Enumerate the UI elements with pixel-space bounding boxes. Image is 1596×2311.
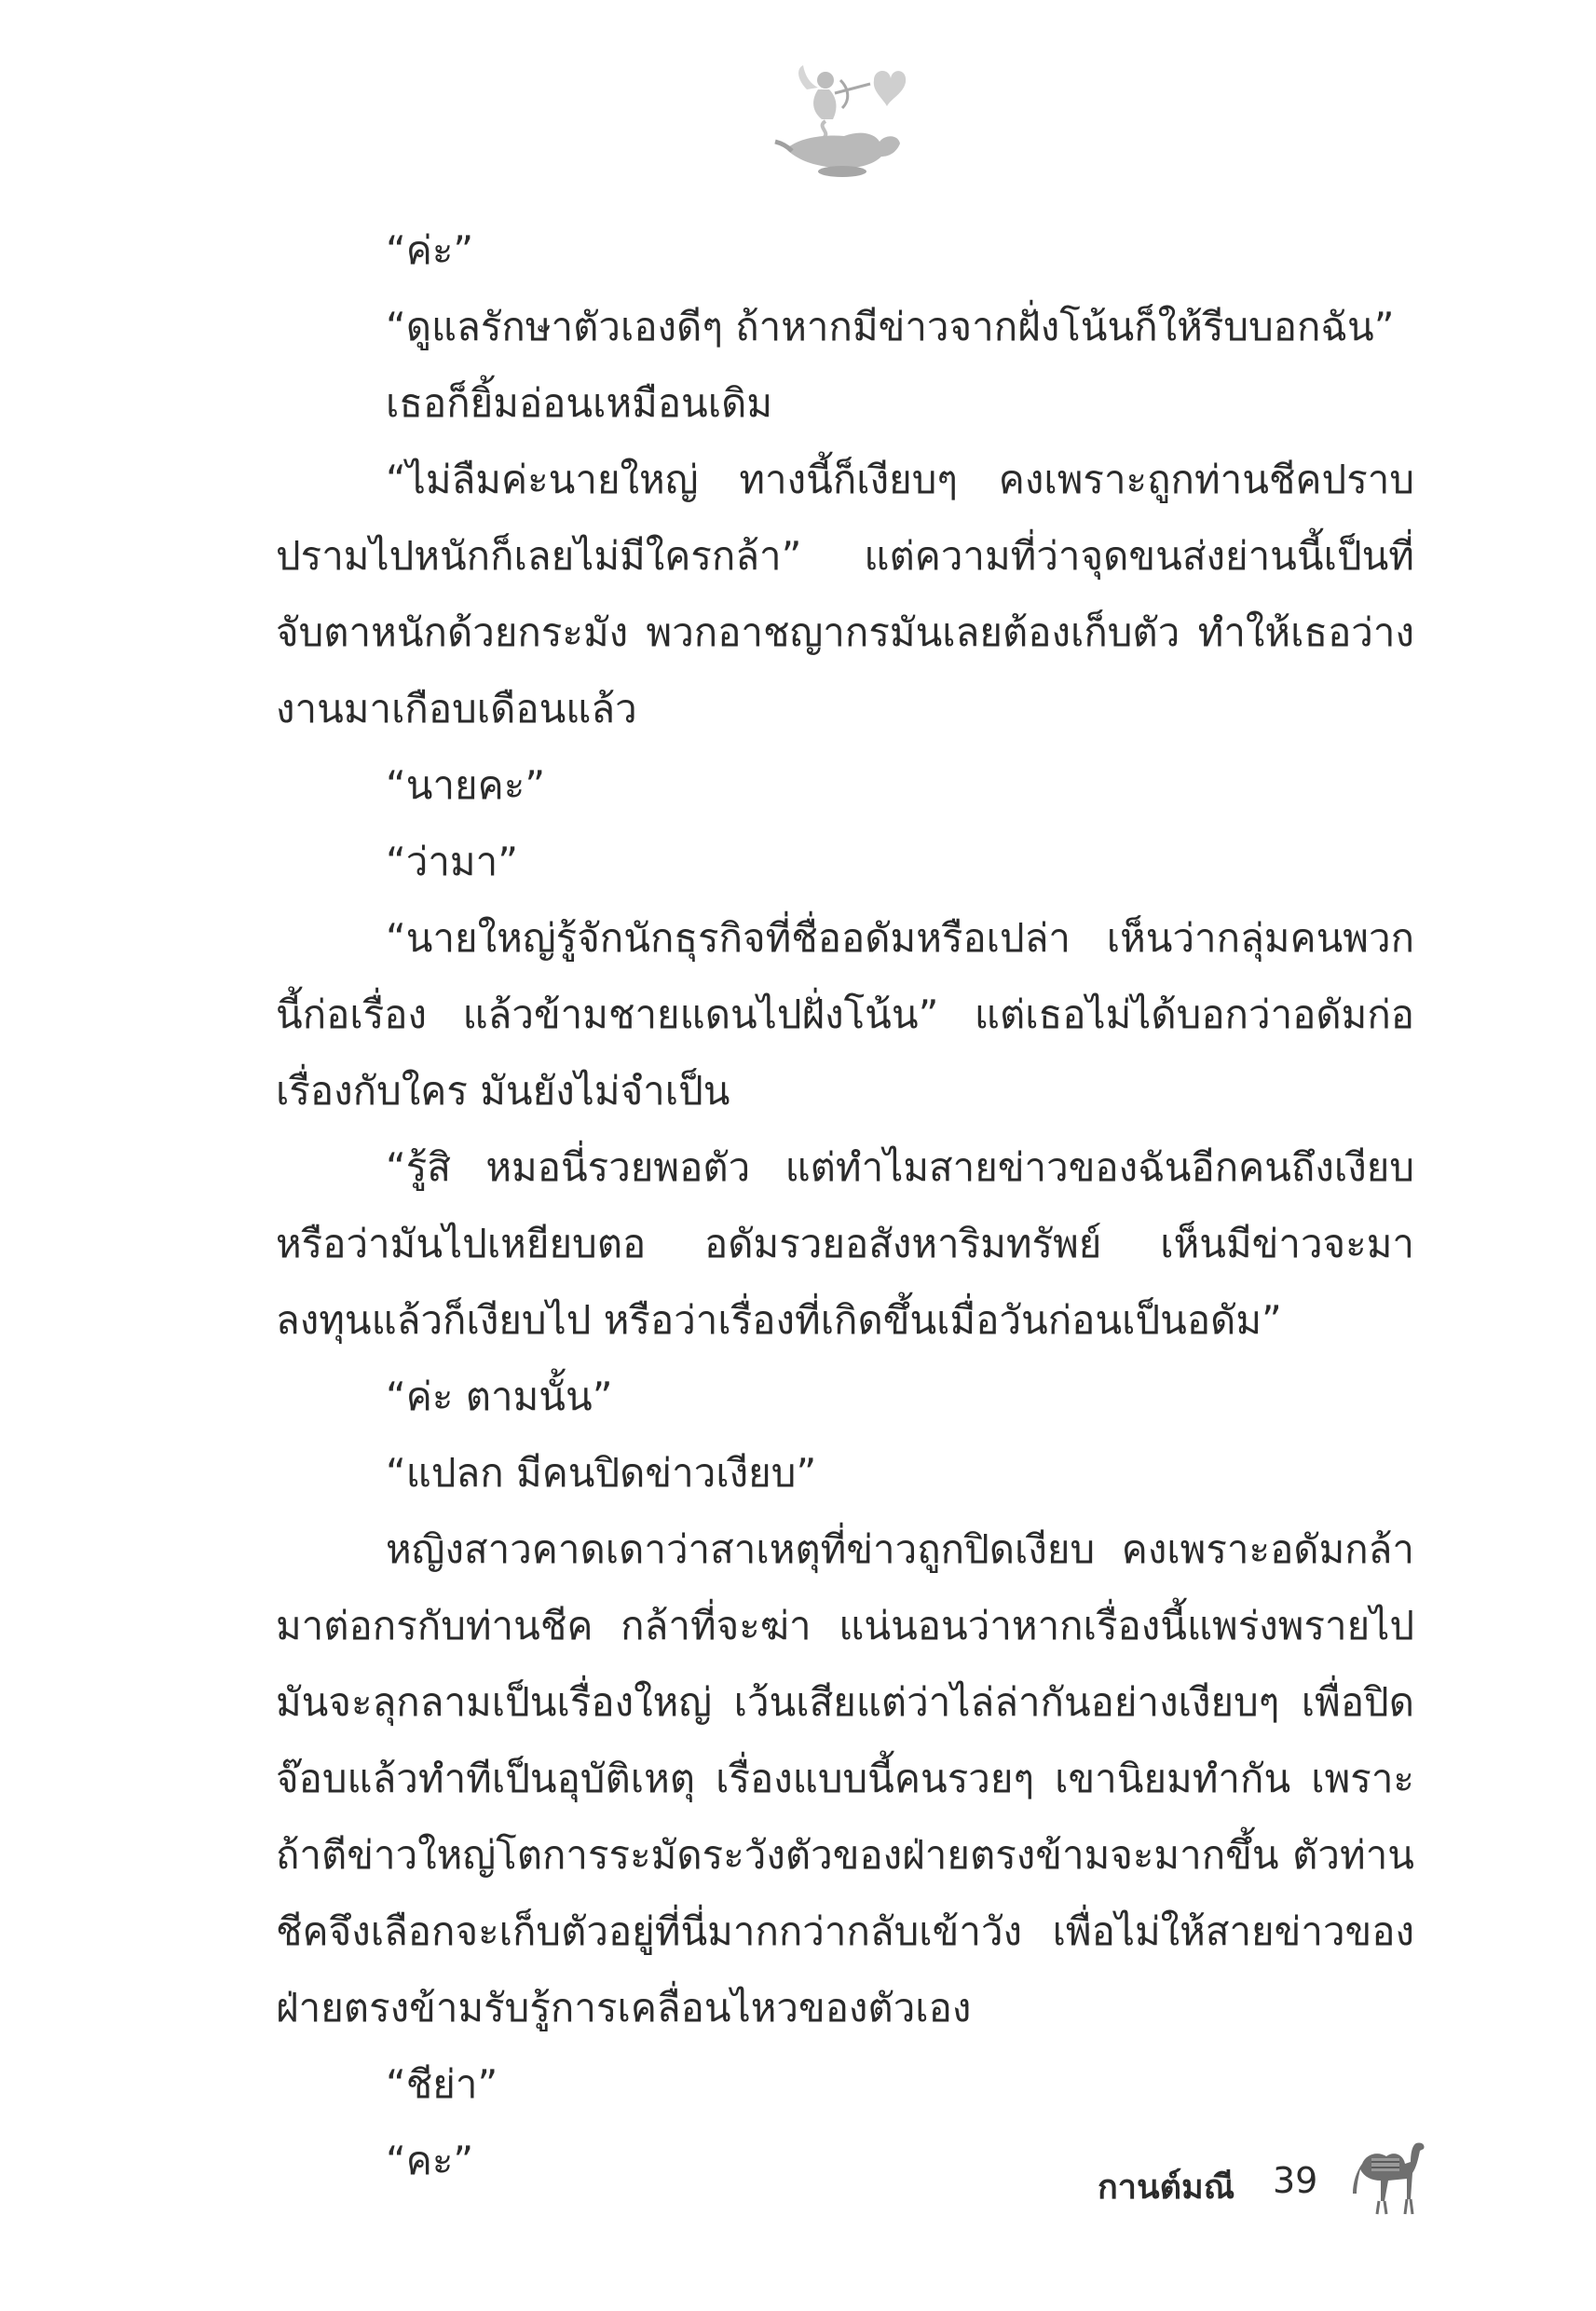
paragraph: “ค่ะ” [386, 227, 474, 273]
paragraph: “ว่ามา” [386, 839, 518, 884]
paragraph: “ชีย่า” [386, 2061, 498, 2107]
page-number: 39 [1273, 2160, 1318, 2201]
book-title: กานต์มณี [1098, 2168, 1235, 2207]
paragraph: “ดูแลรักษาตัวเองดีๆ ถ้าหากมีข่าวจากฝั่งโน้นก็ให้รีบบอกฉัน” [386, 304, 1395, 349]
paragraph: เธอก็ยิ้มอ่อนเหมือนเดิม [386, 380, 773, 426]
genie-lamp-cupid-icon [770, 52, 919, 183]
paragraph: “คะ” [386, 2138, 474, 2183]
paragraph: “รู้สิ หมอนี่รวยพอตัว แต่ทำไมสายข่าวของฉันอีกคนถึงเงียบหรือว่ามันไปเหยียบตอ อดัมรวยอสังหาริมทรัพย์ เห็นมีข่าวจะมาลงทุนแล้วก็เงียบไป หรือว่าเรื่องที่เกิดขึ้นเมื่อวันก่อนเป็นอดัม” [276, 1144, 1414, 1343]
camel-icon [1351, 2134, 1427, 2218]
paragraph: “ค่ะ ตามนั้น” [386, 1374, 613, 1419]
paragraph: หญิงสาวคาดเดาว่าสาเหตุที่ข่าวถูกปิดเงียบ คงเพราะอดัมกล้ามาต่อกรกับท่านชีค กล้าที่จะฆ่า แน่นอนว่าหากเรื่องนี้แพร่งพรายไปมันจะลุกลามเป็นเรื่องใหญ่ เว้นเสียแต่ว่าไล่ล่ากันอย่างเงียบๆ เพื่อปิดจ๊อบแล้วทำทีเป็นอุบัติเหตุ เรื่องแบบนี้คนรวยๆ เขานิยมทำกัน เพราะถ้าตีข่าวใหญ่โตการระมัดระวังตัวของฝ่ายตรงข้ามจะมากขึ้น ตัวท่านชีคจึงเลือกจะเก็บตัวอยู่ที่นี่มากกว่ากลับเข้าวัง เพื่อไม่ให้สายข่าวของฝ่ายตรงข้ามรับรู้การเคลื่อนไหวของตัวเอง [276, 1526, 1414, 2031]
paragraph: “แปลก มีคนปิดข่าวเงียบ” [386, 1450, 817, 1496]
paragraph: “นายใหญ่รู้จักนักธุรกิจที่ชื่ออดัมหรือเปล่า เห็นว่ากลุ่มคนพวกนี้ก่อเรื่อง แล้วข้ามชายแดนไปฝั่งโน้น” แต่เธอไม่ได้บอกว่าอดัมก่อเรื่องกับใคร มันยังไม่จำเป็น [276, 915, 1414, 1114]
paragraph: “ไม่ลืมค่ะนายใหญ่ ทางนี้ก็เงียบๆ คงเพราะถูกท่านชีคปราบปรามไปหนักก็เลยไม่มีใครกล้า” แต่ความที่ว่าจุดขนส่งย่านนี้เป็นที่จับตาหนักด้วยกระมัง พวกอาชญากรมันเลยต้องเก็บตัว ทำให้เธอว่างงานมาเกือบเดือนแล้ว [276, 457, 1414, 732]
paragraph: “นายคะ” [386, 762, 546, 808]
body-text [276, 212, 1414, 2199]
